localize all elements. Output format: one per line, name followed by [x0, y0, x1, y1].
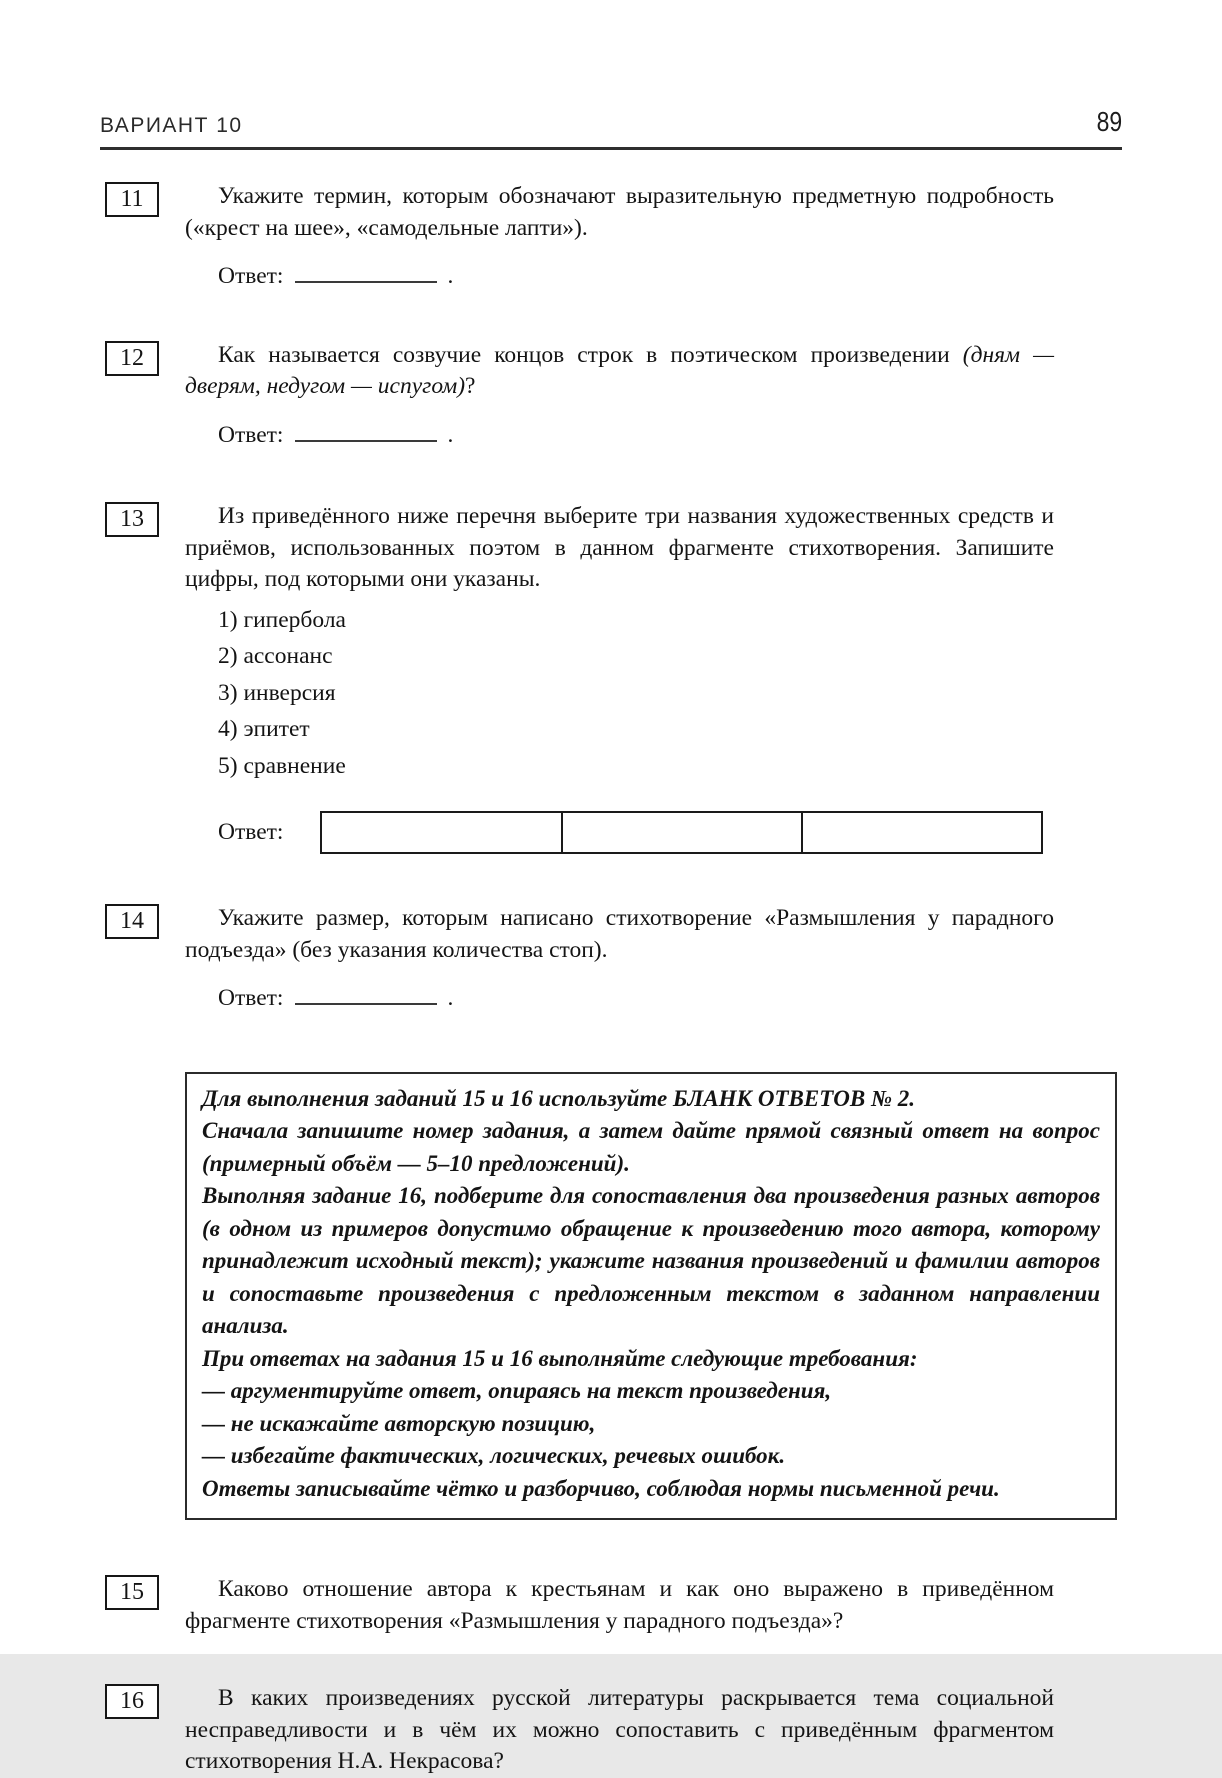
- page-number: 89: [1096, 106, 1122, 137]
- option-item: 3) инверсия: [218, 679, 336, 706]
- page-header: [100, 106, 1122, 138]
- instruction-paragraph: — аргументируйте ответ, опираясь на текст произведения,: [202, 1378, 832, 1403]
- question-12-text-main: Как называется созвучие концов строк в поэтическом произведении: [218, 341, 963, 368]
- answer-label: Ответ:: [218, 421, 284, 448]
- question-12-text-tail: ?: [465, 373, 476, 399]
- answer-blank: [295, 988, 437, 1005]
- answer-period: .: [447, 263, 454, 289]
- answer-cell: [563, 813, 803, 852]
- question-13: [100, 501, 1122, 854]
- option-item: 5) сравнение: [218, 752, 346, 779]
- answer-table: [320, 811, 1043, 854]
- answer-cell: [803, 813, 1041, 852]
- answer-label: Ответ:: [218, 818, 284, 845]
- option-item: 1) гипербола: [218, 606, 346, 633]
- question-12-number-box: 12: [105, 341, 159, 376]
- question-12-text-italic: (дням — дверям, недугом — испугом): [185, 341, 1054, 399]
- instruction-paragraph: Сначала запишите номер задания, а затем дайте прямой связный ответ на вопрос (примерный объём — 5–10 предложений).: [202, 1118, 1100, 1176]
- instruction-paragraph: Ответы записывайте чётко и разборчиво, соблюдая нормы письменной речи.: [202, 1475, 1000, 1501]
- instruction-paragraph: — не искажайте авторскую позицию,: [202, 1410, 596, 1436]
- question-16-text: В каких произведениях русской литературы раскрывается тема социальной несправедливости и в чём их можно сопоставить с приведённым фрагментом стихотворения Н.А. Некрасова?: [185, 1685, 1054, 1774]
- question-14-body: [185, 903, 1054, 1015]
- answer-period: .: [447, 421, 454, 448]
- question-16: [100, 1683, 1122, 1778]
- question-13-answer-row: [218, 811, 1054, 854]
- question-11-text: Укажите термин, которым обозначают выразительную предметную подробность («крест на шее», «самодельные лапти»).: [185, 183, 1054, 241]
- instruction-box: [185, 1072, 1117, 1521]
- question-15-number-box: 15: [105, 1575, 159, 1610]
- instruction-paragraph: Выполняя задание 16, подберите для сопоставления два произведения разных авторов (в одном из примеров допустимо обращение к произведению того автора, которому принадлежит исходный текст); укажите названия произведений и фамилии авторов и сопоставьте произведения с предложенным текстом в заданном направлении анализа.: [202, 1183, 1100, 1338]
- question-14: [100, 903, 1122, 1015]
- question-14-number-box: 14: [105, 904, 159, 939]
- question-15: [100, 1574, 1122, 1637]
- question-11-number-box: 11: [105, 182, 159, 217]
- answer-blank: [295, 425, 437, 442]
- answer-blank: [295, 266, 437, 283]
- question-16-body: [185, 1683, 1054, 1778]
- instruction-paragraph: — избегайте фактических, логических, речевых ошибок.: [202, 1443, 786, 1468]
- question-12-body: [185, 340, 1054, 452]
- question-14-answer-line: [218, 983, 1054, 1015]
- header-rule: [100, 147, 1122, 150]
- question-13-body: [185, 501, 1054, 854]
- question-13-text: Из приведённого ниже перечня выберите три названия художественных средств и приёмов, использованных поэтом в данном фрагменте стихотворения. Запишите цифры, под которыми они указаны.: [185, 503, 1054, 592]
- answer-label: Ответ:: [218, 985, 284, 1011]
- question-14-text: Укажите размер, которым написано стихотворение «Размышления у парадного подъезда» (без указания количества стоп).: [185, 905, 1054, 963]
- instruction-paragraph: Для выполнения заданий 15 и 16 используйте БЛАНК ОТВЕТОВ № 2.: [202, 1085, 916, 1111]
- question-12-answer-line: [218, 420, 1054, 452]
- question-15-text: Каково отношение автора к крестьянам и как оно выражено в приведённом фрагменте стихотворения «Размышления у парадного подъезда»?: [185, 1576, 1054, 1634]
- option-item: 4) эпитет: [218, 716, 310, 742]
- question-13-options: [218, 602, 1054, 785]
- question-11-body: [185, 181, 1054, 293]
- answer-label: Ответ:: [218, 263, 284, 289]
- instruction-paragraph: При ответах на задания 15 и 16 выполняйте следующие требования:: [202, 1345, 918, 1371]
- answer-cell: [322, 813, 562, 852]
- answer-period: .: [447, 985, 454, 1011]
- variant-label: ВАРИАНТ 10: [100, 114, 243, 137]
- question-12: [100, 340, 1122, 452]
- question-11: [100, 181, 1122, 293]
- question-13-number-box: 13: [105, 502, 159, 537]
- question-15-body: [185, 1574, 1054, 1637]
- question-12-text: [185, 340, 1054, 403]
- question-16-number-box: 16: [105, 1684, 159, 1719]
- option-item: 2) ассонанс: [218, 643, 333, 669]
- question-11-answer-line: [218, 261, 1054, 293]
